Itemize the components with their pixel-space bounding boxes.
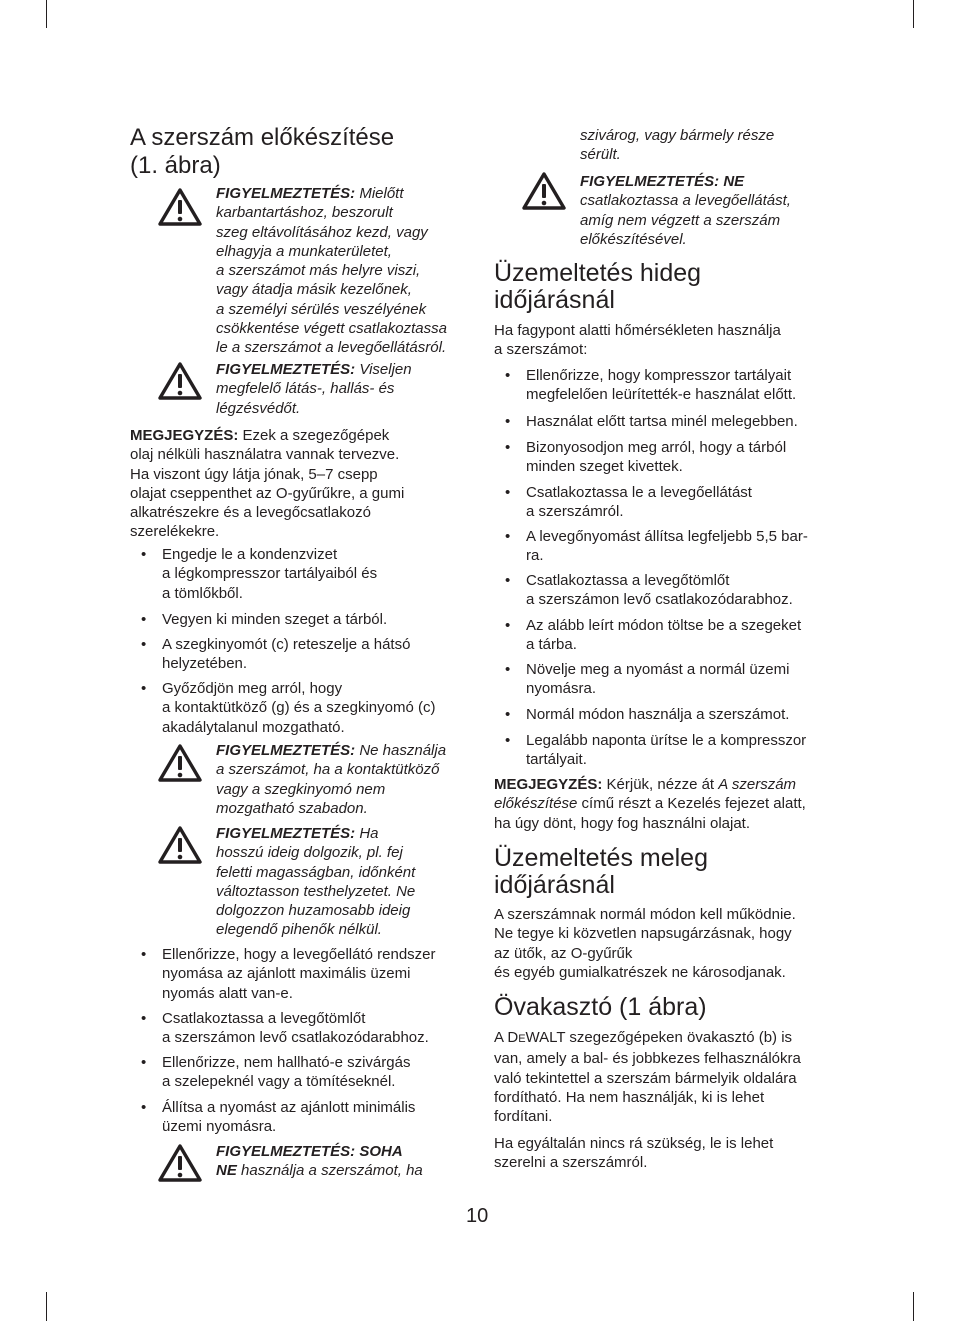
warning-text: megfelelő látás-, hallás- és xyxy=(216,380,395,398)
warning-label: FIGYELMEZTETÉS: xyxy=(216,185,356,202)
warning-text: a személyi sérülés veszélyének xyxy=(216,300,427,318)
warning-contact-trip xyxy=(216,741,446,818)
list-item-text: ra. xyxy=(526,547,544,565)
list-item-text: a kontaktütköző (g) és a szegkinyomó (c) xyxy=(162,699,436,717)
section-heading-cold-weather xyxy=(494,260,701,314)
warning-triangle-icon xyxy=(158,1144,202,1182)
paragraph-line: Ne tegye ki közvetlen napsugárzásnak, hogy xyxy=(494,925,792,943)
cold-intro xyxy=(494,321,781,360)
note-oil xyxy=(130,426,404,542)
warning-triangle-icon xyxy=(158,826,202,864)
warning-text: elhagyja a munkaterületet, xyxy=(216,242,392,260)
note-label: MEGJEGYZÉS: xyxy=(494,776,603,793)
note-text: Kérjük, nézze át xyxy=(602,776,719,793)
paragraph-line: Ha fagypont alatti hőmérsékleten használja xyxy=(494,322,781,339)
list-item-text: Ellenőrizze, hogy kompresszor tartályait xyxy=(526,367,792,384)
paragraph-line: az ütők, az O-gyűrűk xyxy=(494,944,633,962)
list-item-text: tartályait. xyxy=(526,751,587,769)
warning-text: elegendő pihenők nélkül. xyxy=(216,921,382,939)
warning-text: vagy átadja másik kezelőnek, xyxy=(216,281,412,299)
warning-text: légzésvédőt. xyxy=(216,399,301,417)
list-item: • Használat előtt tartsa minél melegebben. xyxy=(505,413,798,430)
warning-do-not-connect xyxy=(580,172,791,249)
hook-text xyxy=(494,1028,801,1126)
paragraph-line: van, amely a bal- és jobbkezes felhasználókra xyxy=(494,1050,801,1068)
list-item: • Győződjön meg arról, hogy a kontaktütköző (g) és a szegkinyomó (c) akadálytalanul mozgatható. xyxy=(141,680,436,736)
warning-long-work xyxy=(216,824,415,940)
heading-line: Övakasztó (1 ábra) xyxy=(494,993,707,1021)
warning-text: vagy a szegkinyomó nem xyxy=(216,780,386,798)
warning-text: dolgozzon huzamosabb ideig xyxy=(216,902,411,920)
warning-text: csökkentése végett csatlakoztassa xyxy=(216,320,447,338)
warning-label: FIGYELMEZTETÉS: xyxy=(216,825,356,842)
brand-smallcap: E xyxy=(518,1033,526,1045)
paragraph-line: való tekintettel a szerszám bármelyik oldalára xyxy=(494,1069,797,1087)
warning-label: NE xyxy=(216,1162,237,1180)
list-item: • Vegyen ki minden szeget a tárból. xyxy=(141,611,388,628)
list-item: • A levegőnyomást állítsa legfeljebb 5,5 bar- ra. xyxy=(505,528,808,565)
list-item-text: Csatlakoztassa a levegőtömlőt xyxy=(526,572,730,589)
note-text: ha úgy dönt, hogy fog használni olajat. xyxy=(494,814,751,832)
heading-line: (1. ábra) xyxy=(130,152,221,179)
list-item-text: a szelepeknél vagy a tömítéseknél. xyxy=(162,1073,396,1091)
list-item-text: Csatlakoztassa le a levegőellátást xyxy=(526,484,752,501)
list-item-text: Ellenőrizze, nem hallható-e szivárgás xyxy=(162,1054,411,1071)
warning-text: mozgatható szabadon. xyxy=(216,799,368,817)
warning-protective-gear xyxy=(216,360,412,418)
paragraph-text: WALT szegezőgépeken övakasztó (b) is xyxy=(525,1029,793,1046)
list-item-text: akadálytalanul mozgatható. xyxy=(162,718,345,736)
warning-label: FIGYELMEZTETÉS: xyxy=(216,742,356,759)
list-item-text: a szerszámon levő csatlakozódarabhoz. xyxy=(526,591,793,609)
note-text: olaj nélküli használatra vannak tervezve. xyxy=(130,446,400,464)
section-heading-warm-weather xyxy=(494,845,708,899)
warning-triangle-icon xyxy=(158,362,202,400)
crop-mark-bottom-right xyxy=(913,1292,914,1321)
warning-continuation xyxy=(580,126,774,165)
paragraph-line: fordítani. xyxy=(494,1108,553,1126)
list-item-text: Legalább naponta ürítse le a kompresszor xyxy=(526,732,807,749)
note-oil-use xyxy=(494,775,806,833)
list-item: • A szegkinyomót (c) reteszelje a hátsó helyzetében. xyxy=(141,636,411,673)
list-item: • Engedje le a kondenzvizet a légkompresszor tartályaiból és a tömlőkből. xyxy=(141,546,378,602)
warning-text: változtasson testhelyzetet. Ne xyxy=(216,882,416,900)
list-item-text: A levegőnyomást állítsa legfeljebb 5,5 bar- xyxy=(526,528,808,545)
warning-text: Viseljen xyxy=(355,361,412,378)
list-item-text: a tömlőkből. xyxy=(162,584,243,602)
list-item-text: Az alább leírt módon töltse be a szegeket xyxy=(526,617,802,634)
list-item: • Ellenőrizze, nem hallható-e szivárgás a szelepeknél vagy a tömítéseknél. xyxy=(141,1054,411,1091)
list-item-text: a tárba. xyxy=(526,636,577,654)
warning-text: használja a szerszámot, ha xyxy=(236,1162,423,1180)
list-item-text: A szegkinyomót (c) reteszelje a hátsó xyxy=(162,636,411,653)
list-item-text: a szerszámon levő csatlakozódarabhoz. xyxy=(162,1029,429,1047)
warning-text: szeg eltávolításához kezd, vagy xyxy=(216,223,428,241)
warning-never-use xyxy=(216,1142,423,1181)
paragraph-line: a szerszámot: xyxy=(494,341,588,359)
warning-text: feletti magasságban, időnként xyxy=(216,863,416,881)
warning-text: Mielőtt xyxy=(355,185,404,202)
crop-mark-top-left xyxy=(46,0,47,28)
list-item-text: Csatlakoztassa a levegőtömlőt xyxy=(162,1010,366,1027)
list-item-text: Normál módon használja a szerszámot. xyxy=(526,706,790,723)
note-reference: előkészítése xyxy=(494,795,578,813)
warning-text: sérült. xyxy=(580,146,621,164)
list-item-text: Növelje meg a nyomást a normál üzemi xyxy=(526,661,790,678)
paragraph-line: Ha egyáltalán nincs rá szükség, le is lehet xyxy=(494,1135,774,1152)
note-text: című részt a Kezelés fejezet alatt, xyxy=(577,795,806,813)
list-item: • Normál módon használja a szerszámot. xyxy=(505,706,790,723)
warning-text: a szerszámot más helyre viszi, xyxy=(216,262,421,280)
paragraph-text: A D xyxy=(494,1029,519,1046)
list-item: • Növelje meg a nyomást a normál üzemi nyomásra. xyxy=(505,661,790,698)
list-item-text: Állítsa a nyomást az ajánlott minimális xyxy=(162,1099,416,1116)
warning-text: amíg nem végzett a szerszám xyxy=(580,211,781,229)
warning-text: karbantartáshoz, beszorult xyxy=(216,204,393,222)
list-item-text: Használat előtt tartsa minél melegebben. xyxy=(526,413,798,430)
list-item-text: Engedje le a kondenzvizet xyxy=(162,546,338,563)
note-text: Ha viszont úgy látja jónak, 5–7 csepp xyxy=(130,465,378,483)
list-item: • Ellenőrizze, hogy kompresszor tartályait megfelelően leürítették-e használat előtt. xyxy=(505,367,797,404)
paragraph-line: szerelni a szerszámról. xyxy=(494,1154,648,1172)
list-item: • Csatlakoztassa a levegőtömlőt a szerszámon levő csatlakozódarabhoz. xyxy=(505,572,793,609)
heading-line: időjárásnál xyxy=(494,286,615,314)
section-heading-belt-hook xyxy=(494,993,707,1021)
crop-mark-top-right xyxy=(913,0,914,28)
warning-text: szivárog, vagy bármely része xyxy=(580,127,775,144)
note-text: alkatrészekre és a levegőcsatlakozó xyxy=(130,504,371,522)
warning-text: Ha xyxy=(355,825,379,842)
list-item: • Csatlakoztassa a levegőtömlőt a szerszámon levő csatlakozódarabhoz. xyxy=(141,1010,429,1047)
heading-line: időjárásnál xyxy=(494,871,615,899)
section-heading-preparation xyxy=(130,124,394,180)
crop-mark-bottom-left xyxy=(46,1292,47,1321)
list-item-text: Győződjön meg arról, hogy xyxy=(162,680,343,697)
warning-text: hosszú ideig dolgozik, pl. fej xyxy=(216,844,403,862)
list-item-text: Bizonyosodjon meg arról, hogy a tárból xyxy=(526,439,787,456)
list-item: • Legalább naponta ürítse le a kompresszor tartályait. xyxy=(505,732,807,769)
list-item-text: a szerszámról. xyxy=(526,503,624,521)
list-item-text: helyzetében. xyxy=(162,655,248,673)
warning-label: FIGYELMEZTETÉS: xyxy=(216,361,356,378)
warning-before-maintenance xyxy=(216,184,447,358)
warning-label: FIGYELMEZTETÉS: NE xyxy=(580,173,745,190)
list-item: • Csatlakoztassa le a levegőellátást a szerszámról. xyxy=(505,484,752,521)
warning-text: Ne használja xyxy=(355,742,447,759)
warning-text: le a szerszámot a levegőellátásról. xyxy=(216,339,447,357)
list-item: • Bizonyosodjon meg arról, hogy a tárból minden szeget kivettek. xyxy=(505,439,787,476)
list-item-text: nyomása az ajánlott maximális üzemi xyxy=(162,965,411,983)
page-number: 10 xyxy=(466,1205,489,1227)
note-text: Ezek a szegezőgépek xyxy=(238,427,390,444)
hook-text-removal xyxy=(494,1134,773,1173)
list-item-text: megfelelően leürítették-e használat előtt. xyxy=(526,386,797,404)
heading-line: A szerszám előkészítése xyxy=(130,124,395,151)
paragraph-line: és egyéb gumialkatrészek ne károsodjanak. xyxy=(494,963,786,981)
list-item-text: nyomás alatt van-e. xyxy=(162,984,293,1002)
list-item: • Ellenőrizze, hogy a levegőellátó rendszer nyomása az ajánlott maximális üzemi nyomás alatt van-e. xyxy=(141,946,436,1002)
warm-text xyxy=(494,905,796,982)
warning-label: FIGYELMEZTETÉS: SOHA xyxy=(216,1143,403,1160)
heading-line: Üzemeltetés meleg xyxy=(494,844,708,872)
note-text: olajat cseppenthet az O-gyűrűkre, a gumi xyxy=(130,484,405,502)
list-item: • Az alább leírt módon töltse be a szegeket a tárba. xyxy=(505,617,802,654)
warning-triangle-icon xyxy=(522,172,566,210)
warning-text: csatlakoztassa a levegőellátást, xyxy=(580,192,791,210)
list-item-text: nyomásra. xyxy=(526,680,597,698)
note-label: MEGJEGYZÉS: xyxy=(130,427,239,444)
note-reference: A szerszám xyxy=(718,776,797,793)
warning-text: előkészítésével. xyxy=(580,230,687,248)
warning-triangle-icon xyxy=(158,744,202,782)
heading-line: Üzemeltetés hideg xyxy=(494,259,702,287)
paragraph-line: fordítható. Ha nem használják, ki is lehet xyxy=(494,1088,765,1106)
list-item: • Állítsa a nyomást az ajánlott minimális üzemi nyomásra. xyxy=(141,1099,416,1136)
list-item-text: Vegyen ki minden szeget a tárból. xyxy=(162,611,388,628)
note-text: szerelékekre. xyxy=(130,523,220,541)
list-item-text: minden szeget kivettek. xyxy=(526,458,683,476)
paragraph-line: A szerszámnak normál módon kell működnie. xyxy=(494,906,796,923)
list-item-text: üzemi nyomásra. xyxy=(162,1118,277,1136)
warning-triangle-icon xyxy=(158,188,202,226)
warning-text: a szerszámot, ha a kontaktütköző xyxy=(216,761,440,779)
list-item-text: Ellenőrizze, hogy a levegőellátó rendszer xyxy=(162,946,436,963)
list-item-text: a légkompresszor tartályaiból és xyxy=(162,565,378,583)
